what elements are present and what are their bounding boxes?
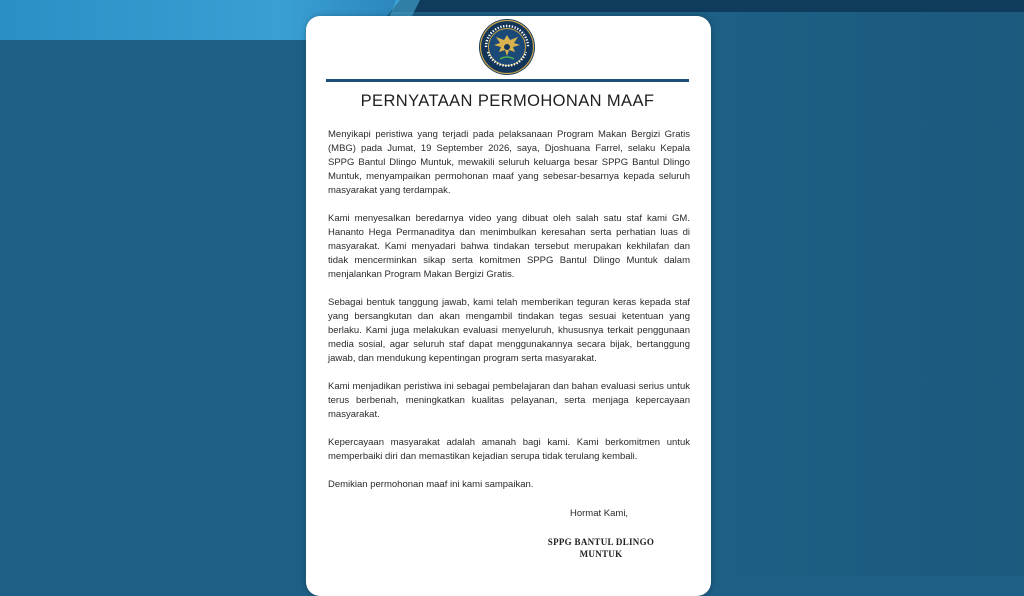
signatory-line-1: SPPG BANTUL DLINGO <box>547 537 655 547</box>
header-rule <box>326 79 689 82</box>
closing-salutation: Hormat Kami, <box>570 508 629 519</box>
background-shade <box>724 12 1024 576</box>
paragraph-5: Kepercayaan masyarakat adalah amanah bagi kami. Kami berkomitmen untuk memperbaiki diri dan memastikan kejadian serupa tidak terulang kembali. <box>328 437 690 462</box>
paragraph-3: Sebagai bentuk tanggung jawab, kami telah memberikan teguran keras kepada staf yang bersangkutan dan akan mengambil tindakan tegas sesuai ketentuan yang berlaku. Kami juga melakukan evaluasi menyeluruh, khususnya terkait penggunaan media sosial, agar seluruh staf dapat menggunakannya secara bijak, bertanggung jawab, dan mendukung kepentingan program serta masyarakat. <box>328 297 690 364</box>
signatory-line-2: MUNTUK <box>579 549 623 559</box>
garuda-seal-icon <box>478 18 536 76</box>
paragraph-4: Kami menjadikan peristiwa ini sebagai pembelajaran dan bahan evaluasi serius untuk terus berbenah, meningkatkan kualitas pelayanan, serta menjaga kepercayaan masyarakat. <box>328 381 690 420</box>
paragraph-1: Menyikapi peristiwa yang terjadi pada pelaksanaan Program Makan Bergizi Gratis (MBG) pada Jumat, 19 September 2026, saya, Djoshuana Farrel, selaku Kepala SPPG Bantul Dlingo Muntuk, mewakili seluruh keluarga besar SPPG Bantul Dlingo Muntuk, menyampaikan permohonan maaf yang sebesar-besarnya kepada seluruh masyarakat yang terdampak. <box>328 129 690 196</box>
document-title: PERNYATAAN PERMOHONAN MAAF <box>360 92 655 110</box>
letter-body <box>328 128 690 506</box>
paragraph-2: Kami menyesalkan beredarnya video yang dibuat oleh salah satu staf kami GM. Hananto Hega Permanaditya dan menimbulkan keresahan serta perhatian luas di masyarakat. Kami menyadari bahwa tindakan tersebut merupakan kekhilafan dan tidak mencerminkan sikap serta komitmen SPPG Bantul Dlingo Muntuk dalam menjalankan Program Makan Bergizi Gratis. <box>328 213 690 280</box>
paragraph-6: Demikian permohonan maaf ini kami sampaikan. <box>328 479 534 490</box>
